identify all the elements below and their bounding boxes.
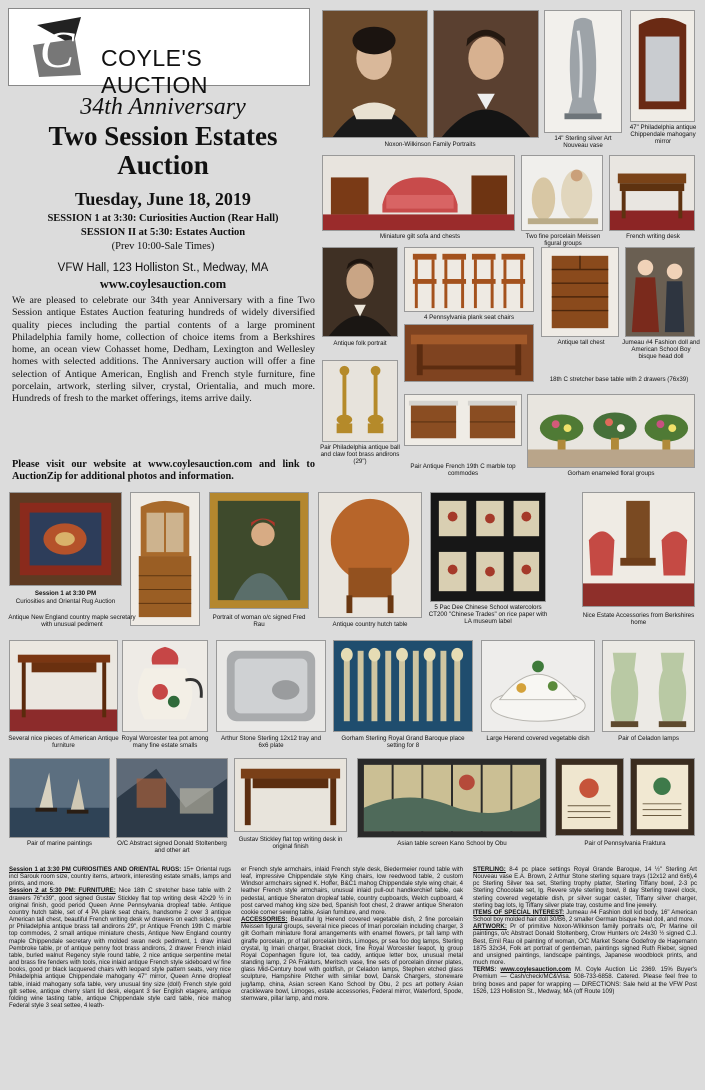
c1-session2-text: Nice 18th C stretcher base table with 2 drawers 76"x39", good signed Gustav Stickley flat top writing desk 42x29 ½ in original finish, good period Queen Anne Pennsylvania dropleaf table. Antique country hutch table, set of 4 PA plank seat chairs, handsome 2 over 3 antique American tall chest, beautiful French writing desk w/ drawers on each sides, great pr Philadelphia antique brass tall andirons 29", pr Antique French 19th C marble top commodes, 2 small antique miniature chests, Antique New England country maple Chippendale secretary with molded swan neck pediment, 1 draw inlaid Pembroke table, pr of antique penny foot brass andirons, 2 drawer French inlaid table, burled walnut Regency style round table, 2 nice antique serpentine metal and brass fire fenders with tools, nice inlaid antique French style sideboard w/ fine books, good pr black lacquered chairs with leopard style pattern seats, very nice Philadelphia antique Chippendale mahogany 47" mirror, Queen Anne dropleaf table, inlaid mahogany sofa table, very unusual tiny size (doll) French style gold gilt settee, antique cherry slant lid desk, elegant 3 tier English etagere, antique folding wine tasting table, antique Chippendale style card table, nice mahog Federal style 3 seat settee, 4 leath- (9, 887, 231, 1009)
anniversary-heading: 34th Anniversary (80, 94, 246, 120)
stickley-desk-photo (234, 758, 347, 832)
folk-portrait-photo (322, 247, 398, 337)
chippendale-mirror-photo (630, 10, 695, 122)
miniature-sofa-photo (322, 155, 515, 231)
auction-date: Tuesday, June 18, 2019 (75, 189, 251, 209)
woman-portrait-photo (209, 492, 309, 609)
portrait-woman-photo (322, 10, 428, 138)
c3-art-label: ARTWORK: (473, 923, 507, 931)
caption-tray: Arthur Stone Sterling 12x12 tray and 6x6 plate (220, 735, 322, 750)
oriental-rug-photo (9, 492, 122, 586)
fraktur-2-photo (630, 758, 695, 836)
page-title (8, 122, 318, 180)
title-line-2: Auction (117, 150, 209, 180)
tall-chest-photo (541, 247, 619, 337)
session-2-line: SESSION II at 5:30: Estates Auction (80, 227, 246, 238)
french-desk-photo (609, 155, 695, 231)
caption-herend: Large Herend covered vegetable dish (486, 735, 590, 742)
caption-accessories: Nice Estate Accessories from Berkshires home (582, 612, 695, 627)
american-furniture-photo (9, 640, 118, 732)
c3-art-text: Pr of primitive Noxon-Wilkinson family portraits o/c, Pr Marine oil paintings, o/c Abstract Donald Stoltenberg, Crow Hunters o/c 24x30 ½ signed C.J. Best, Emil Rau oil painting of woman, O/C Market Scene Godefroy de Hagemann 1875 32x34, Folk art portrait of gentleman, paintings signed Ruth Rieber, signed and unsigned paintings, landscape paintings, Japanese woodblock prints, and much more. (473, 923, 697, 967)
caption-secretary: Antique New England country maple secretary with unusual pediment (8, 614, 136, 629)
dolls-photo (625, 247, 695, 337)
asian-screen-photo (357, 758, 547, 838)
caption-portrait-woman: Portrait of woman o/c signed Fred Rau (212, 614, 306, 629)
caption-watercolors: 5 Pac Dee Chinese School watercolors CT200 "Chinese Trades" on rice paper with LA museum label (428, 604, 548, 626)
portrait-man-photo (433, 10, 539, 138)
c3-interest-text: Jumeau #4 Fashion doll kid body, 16" American School boy molded hair doll 30/B6, 2 smaller German bisque head doll, and more. (473, 908, 698, 924)
caption-hutch: Antique country hutch table (332, 621, 408, 628)
caption-basetable: 18th C stretcher base table with 2 drawers (76x39) (549, 376, 689, 383)
caption-gorham-floral: Gorham enameled floral groups (567, 470, 655, 477)
c3-sterling-label: STERLING: (473, 866, 506, 873)
secretary-photo (130, 492, 200, 626)
meissen-groups-photo (521, 155, 603, 231)
caption-vase: 14" Sterling silver Art Nouveau vase (554, 135, 612, 150)
c2-acc-text: Beautiful lg Herend covered vegetable dish, 2 fine porcelain Meissen figural groups, several nice pieces of Imari porcelain including charger, 3 gilt Gorham miniature floral arrangements with enamel flowers, pr tall lamp with giraffe porcelain, pr of tall porcelain birds, Limoges, pr sea foo dog lamps, Sterling crystal, lg Imari charger, Bracket clock, fine Royal Worcester teapot, lg group Royal Copenhagen figure lot, tea caddy, antique letter box, unusual metal standing lamp, 2 PA Frakturs, Meritsch vase, fine sets of porcelain dinner plates, glass Mid-Century bowl with goldfish, pr Celadon lamps, Stephen etched glass sculpture, Hampshire Pitcher with similar bowl, Dansk Chargers, stoneware jug/lamp, china, Asian screen Kano School by Obu, 2 pcs art pottery Asian crackleware bowl, Limoges, estate accessories, Federal mirror, Waterford, Spode, stemware, pillar lamp, and more. (241, 916, 463, 1002)
text-column-1 (9, 866, 231, 1009)
estate-accessories-photo (582, 492, 695, 607)
caption-fraktur: Pair of Pennsylvania Fraktura (584, 840, 666, 847)
caption-chairs: 4 Pennsylvania plank seat chairs (423, 314, 515, 321)
venue-address: VFW Hall, 123 Holliston St., Medway, MA (57, 262, 269, 274)
caption-folk: Antique folk portrait (333, 340, 387, 347)
sterling-vase-photo (544, 10, 622, 133)
plank-chairs-photo (404, 247, 534, 312)
c1-session1-title: CURIOSITIES AND ORIENTAL RUGS: (72, 866, 182, 873)
caption-commodes: Pair Antique French 19th C marble top commodes (410, 463, 516, 478)
hutch-table-photo (318, 492, 422, 618)
c3-sterling-text: 8-4 pc place settings Royal Grande Baroque, 14 ½" Sterling Art Nouveau vase E.A. Brown, 2 Arthur Stone sterling square trays (12x12 and 6x6),4 pc Sterling Silver tea set, Sterling trophy platter, Sterling Tiffany bowl, 2-3 pc Sterling Chocolate set, lg. Revere style sterling bowl, 8 day Sterling travel clock, sterling covered vegetable dish, pr silver sugar caster, Tiffany silver charger, sterling bag lots, lg Tiffany silver plate tray, costume and fine jewelry. (473, 866, 697, 909)
visit-website-note: Please visit our website at www.coylesauction.com and link to AuctionZip for additional photos and information. (12, 459, 315, 483)
text-column-3 (473, 866, 697, 995)
c3-interest-label: ITEMS OF SPECIAL INTEREST: (473, 908, 565, 916)
website-link[interactable]: www.coylesauction.com (99, 277, 227, 291)
fraktur-1-photo (555, 758, 624, 836)
watercolors-photo (430, 492, 546, 602)
coyles-logo-icon (29, 15, 89, 81)
caption-stickley: Gustav Stickley flat top writing desk in original finish (238, 836, 343, 851)
caption-candles: Pair Philadelphia antique ball and claw foot brass andirons (29") (320, 444, 400, 466)
abstract-art-photo (116, 758, 228, 838)
commodes-photo (404, 394, 522, 446)
c1-session2-label: Session 2 at 5:30 PM: FURNITURE: (9, 887, 116, 895)
c3-terms-label: TERMS: (473, 966, 497, 974)
caption-rug-sub: Curiosities and Oriental Rug Auction (15, 598, 116, 605)
stretcher-table-photo (404, 324, 534, 382)
caption-rug-session: Session 1 at 3:30 PM (34, 590, 97, 597)
caption-flatware: Gorham Sterling Royal Grand Baroque place setting for 8 (341, 735, 465, 750)
caption-tallchest: Antique tall chest (557, 339, 605, 346)
caption-mirror: 47" Philadelphia antique Chippendale mahogany mirror (629, 124, 697, 146)
celadon-lamps-photo (602, 640, 695, 732)
gorham-flatware-photo (333, 640, 473, 732)
c1-session1-text: 15+ Oriental rugs incl Sarouk room size, country items, artwork, interesting estate smalls, lamps and prints, and more. (9, 866, 231, 888)
c2-acc-label: ACCESSORIES: (241, 916, 288, 924)
logo-box (8, 8, 310, 98)
caption-desk: French writing desk (626, 233, 680, 240)
caption-celadon: Pair of Celadon lamps (618, 735, 679, 742)
title-line-1: Two Session Estates (48, 121, 278, 151)
caption-pieces: Several nice pieces of American Antique furniture (8, 735, 119, 750)
caption-dolls: Jumeau #4 Fashion doll and American School Boy bisque head doll (622, 339, 700, 361)
logo-text: COYLE'S AUCTION (101, 45, 208, 98)
caption-marine: Pair of marine paintings (26, 840, 92, 847)
c3-terms-text: M. Coyle Auction Lic 2369. 15% Buyer's Premium — Cash/check/MC&Visa. 508-733-6858. Catered. Please feel free to bring boxes and paper for wrapping — DIRECTIONS: Sale held at the VFW Post 1526, 123 Holliston St., Medway, MA (off Route 109) (473, 966, 697, 995)
c2-text1: er French style armchairs, inlaid French style desk, Biedermeier round table with leaf, impressive Chippendale style King chairs, low reedwood table, 2 custom Windsor armchairs signed K. Hoffer, B&C1 mahog Chippendale style wing chair, 4 leather French style armchairs, unusual inlaid pull-out handkerchief table, oak pedestal, antique Sheraton dropleaf table, country cupboards, Welch cupboard, 4 post carved mahog king size bed, Spanish foot chest, 2 drawer antique Sheraton cookie corner sewing table, Asian furniture, and more. (241, 866, 463, 916)
svg-text:C: C (39, 22, 75, 79)
caption-sofa: Miniature gilt sofa and chests (379, 233, 461, 240)
worcester-teapot-photo (122, 640, 208, 732)
text-column-2 (241, 866, 463, 1002)
caption-meissen: Two fine porcelain Meissen figural groups (525, 233, 601, 248)
caption-abstract: O/C Abstract signed Donald Stoltenberg and other art (117, 840, 227, 855)
intro-paragraph: We are pleased to celebrate our 34th year Anniversary with a fine Two Session antique Estates Auction featuring hundreds of widely diversified quality pieces including the partial contents of a large prominent Philadelphia family home, collection of choice items from a Berkshires home, an ocean view Cohasset home, Dedham, Lexington and Wellesley homes with selected additions. The Anniversary auction will offer a fine selection of Antique American, English and French style furniture, fine porcelain, artwork, sterling silver, crystal, Orientalia, and much more. Hundreds of fresh to the market offerings, items arrive daily. (12, 295, 315, 405)
session-1-line: SESSION 1 at 3:30: Curiosities Auction (Rear Hall) (47, 213, 279, 224)
caption-teapot: Royal Worcester tea pot among many fine estate smalls (121, 735, 209, 750)
marine-painting-photo (9, 758, 110, 838)
c1-session1-label: Session 1 at 3:30 PM (9, 866, 71, 873)
preview-times: (Prev 10:00-Sale Times) (111, 241, 215, 252)
c3-terms-web[interactable]: www.coylesauction.com (500, 966, 571, 974)
gorham-floral-photo (527, 394, 695, 468)
herend-dish-photo (481, 640, 595, 732)
caption-portraits: Noxon-Wilkinson Family Portraits (384, 141, 476, 148)
sterling-tray-photo (216, 640, 326, 732)
caption-screen: Asian table screen Kano School by Obu (397, 840, 507, 847)
andirons-photo (322, 360, 398, 442)
